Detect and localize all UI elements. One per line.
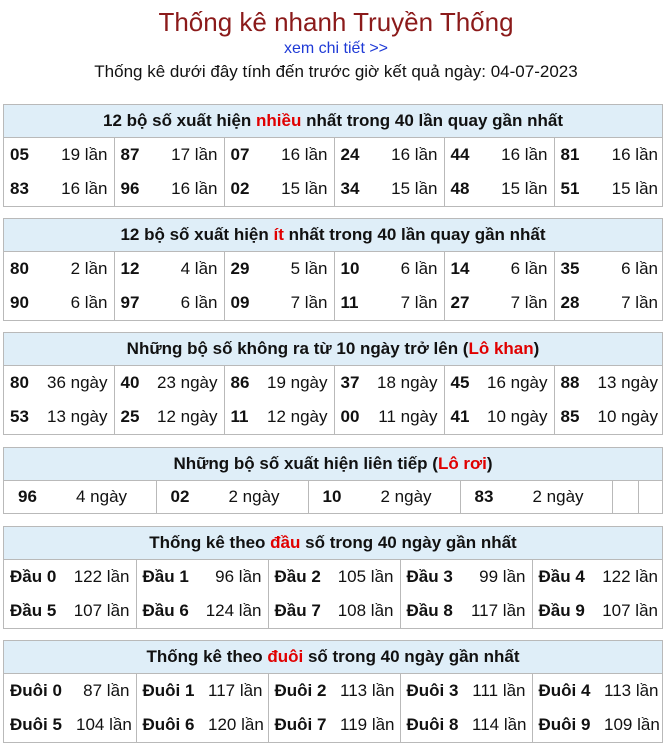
roi-cell [156,481,308,513]
number-cell: 96 [18,487,37,506]
number-cell: 96 [120,179,140,198]
count-cell: 105 lần [330,560,400,594]
tail-label: Đuôi 1 [142,681,195,700]
number-cell: 00 [340,407,360,426]
count-cell: 114 lần [466,708,532,742]
head-label: Đầu 9 [538,601,585,620]
tail-label: Đuôi 2 [274,681,327,700]
count-cell: 7 lần [480,286,554,320]
number-cell: 27 [450,293,470,312]
head-label: Đầu 8 [406,601,453,620]
count-cell: 117 lần [202,674,268,708]
number-cell: 12 [120,259,140,278]
tail-label: Đuôi 5 [10,715,62,734]
roi-cell [308,481,460,513]
count-cell: 109 lần [604,715,660,734]
stats-date-line: Thống kê dưới đây tính đến trước giờ kết quả ngày: 04-07-2023 [94,62,578,81]
number-cell: 40 [120,373,140,392]
number-cell: 83 [10,179,29,198]
section-title: Những bộ số xuất hiện liên tiếp (Lô rơi) [4,448,662,481]
count-cell: 124 lần [198,594,268,628]
count-cell: 16 ngày [474,366,554,400]
count-cell: 113 lần [604,681,659,700]
stats-table [4,674,664,742]
view-details-link[interactable]: xem chi tiết >> [283,40,389,57]
count-cell: 36 ngày [34,366,114,400]
count-cell: 87 lần [70,674,136,708]
count-cell: 7 lần [370,286,444,320]
number-cell: 81 [560,145,580,164]
count-cell: 2 ngày [380,487,432,506]
tail-label: Đuôi 9 [538,715,591,734]
number-cell: 11 [340,293,359,312]
count-cell: 15 lần [370,172,444,206]
count-cell: 99 lần [462,560,532,594]
count-cell: 19 lần [40,138,114,172]
number-cell: 29 [230,259,250,278]
number-cell: 02 [170,487,190,506]
count-cell: 6 lần [370,252,444,286]
dau-section [3,526,663,629]
count-cell: 16 lần [480,138,554,172]
count-cell: 2 lần [40,252,114,286]
count-cell: 120 lần [202,708,268,742]
number-cell: 14 [450,259,470,278]
table-row [4,366,664,400]
empty-cell [638,481,664,513]
stats-table [4,366,664,434]
count-cell: 7 lần [621,293,658,312]
count-cell: 15 lần [611,179,658,198]
table-row [4,674,664,708]
section-title: 12 bộ số xuất hiện nhiều nhất trong 40 lần quay gần nhất [4,105,662,138]
count-cell: 16 lần [370,138,444,172]
count-cell: 10 ngày [597,407,658,426]
tail-label: Đuôi 4 [538,681,591,700]
count-cell: 15 lần [260,172,334,206]
number-cell: 97 [120,293,140,312]
count-cell: 12 ngày [144,400,224,434]
head-label: Đầu 3 [406,567,453,586]
count-cell: 16 lần [611,145,658,164]
number-cell: 53 [10,407,29,426]
number-cell: 90 [10,293,29,312]
head-label: Đầu 1 [142,567,189,586]
number-cell: 51 [560,179,580,198]
roi-cell [4,481,156,513]
count-cell: 107 lần [66,594,136,628]
duoi-section [3,640,663,743]
count-cell: 119 lần [334,708,400,742]
count-cell: 18 ngày [364,366,444,400]
count-cell: 111 lần [466,674,532,708]
lo-khan-section [3,332,663,435]
count-cell: 10 ngày [474,400,554,434]
count-cell: 2 ngày [228,487,280,506]
table-row [4,138,664,172]
count-cell: 6 lần [621,259,658,278]
count-cell: 2 ngày [532,487,584,506]
number-cell: 80 [10,259,29,278]
count-cell: 23 ngày [144,366,224,400]
section-title: Những bộ số không ra từ 10 ngày trở lên (Lô khan) [4,333,662,366]
head-label: Đầu 6 [142,601,189,620]
head-label: Đầu 7 [274,601,321,620]
count-cell: 6 lần [150,286,224,320]
number-cell: 34 [340,179,360,198]
tail-label: Đuôi 0 [10,681,62,700]
count-cell: 4 lần [150,252,224,286]
head-label: Đầu 0 [10,567,57,586]
number-cell: 41 [450,407,470,426]
table-row [4,708,664,742]
table-row [4,481,664,513]
number-cell: 11 [230,407,249,426]
count-cell: 6 lần [480,252,554,286]
number-cell: 48 [450,179,470,198]
tail-label: Đuôi 7 [274,715,327,734]
tail-label: Đuôi 6 [142,715,195,734]
number-cell: 37 [340,373,360,392]
count-cell: 13 ngày [34,400,114,434]
count-cell: 104 lần [70,708,136,742]
lo-roi-section [3,447,663,514]
count-cell: 19 ngày [254,366,334,400]
tail-label: Đuôi 3 [406,681,459,700]
number-cell: 28 [560,293,580,312]
number-cell: 45 [450,373,470,392]
page-title: Thống kê nhanh Truyền Thống [158,7,514,37]
count-cell: 107 lần [602,601,658,620]
table-row [4,252,664,286]
stats-table [4,252,664,320]
number-cell: 09 [230,293,250,312]
section-title: 12 bộ số xuất hiện ít nhất trong 40 lần quay gần nhất [4,219,662,252]
section-title: Thống kê theo đầu số trong 40 ngày gần nhất [4,527,662,560]
number-cell: 44 [450,145,470,164]
table-row [4,594,664,628]
number-cell: 86 [230,373,250,392]
count-cell: 17 lần [150,138,224,172]
number-cell: 35 [560,259,580,278]
count-cell: 108 lần [330,594,400,628]
number-cell: 05 [10,145,29,164]
number-cell: 10 [322,487,342,506]
tail-label: Đuôi 8 [406,715,459,734]
stats-table [4,138,664,206]
count-cell: 117 lần [462,594,532,628]
count-cell: 122 lần [602,567,658,586]
stats-table [4,481,664,513]
most-frequent-section [3,104,663,207]
count-cell: 16 lần [150,172,224,206]
count-cell: 15 lần [480,172,554,206]
table-row [4,172,664,206]
stats-table [4,560,664,628]
number-cell: 88 [560,373,580,392]
section-title: Thống kê theo đuôi số trong 40 ngày gần nhất [4,641,662,674]
number-cell: 25 [120,407,140,426]
number-cell: 83 [474,487,494,506]
count-cell: 7 lần [260,286,334,320]
count-cell: 122 lần [66,560,136,594]
roi-cell [460,481,612,513]
number-cell: 02 [230,179,250,198]
head-label: Đầu 4 [538,567,585,586]
count-cell: 11 ngày [364,400,444,434]
count-cell: 12 ngày [254,400,334,434]
count-cell: 4 ngày [76,487,128,506]
head-label: Đầu 5 [10,601,57,620]
page-header [0,0,672,84]
count-cell: 113 lần [334,674,400,708]
count-cell: 6 lần [40,286,114,320]
head-label: Đầu 2 [274,567,321,586]
empty-cell [612,481,638,513]
number-cell: 07 [230,145,250,164]
table-row [4,400,664,434]
count-cell: 16 lần [260,138,334,172]
count-cell: 96 lần [198,560,268,594]
table-row [4,286,664,320]
count-cell: 13 ngày [597,373,658,392]
number-cell: 80 [10,373,29,392]
table-row [4,560,664,594]
least-frequent-section [3,218,663,321]
count-cell: 5 lần [260,252,334,286]
number-cell: 10 [340,259,360,278]
number-cell: 85 [560,407,580,426]
number-cell: 24 [340,145,360,164]
count-cell: 16 lần [40,172,114,206]
number-cell: 87 [120,145,140,164]
